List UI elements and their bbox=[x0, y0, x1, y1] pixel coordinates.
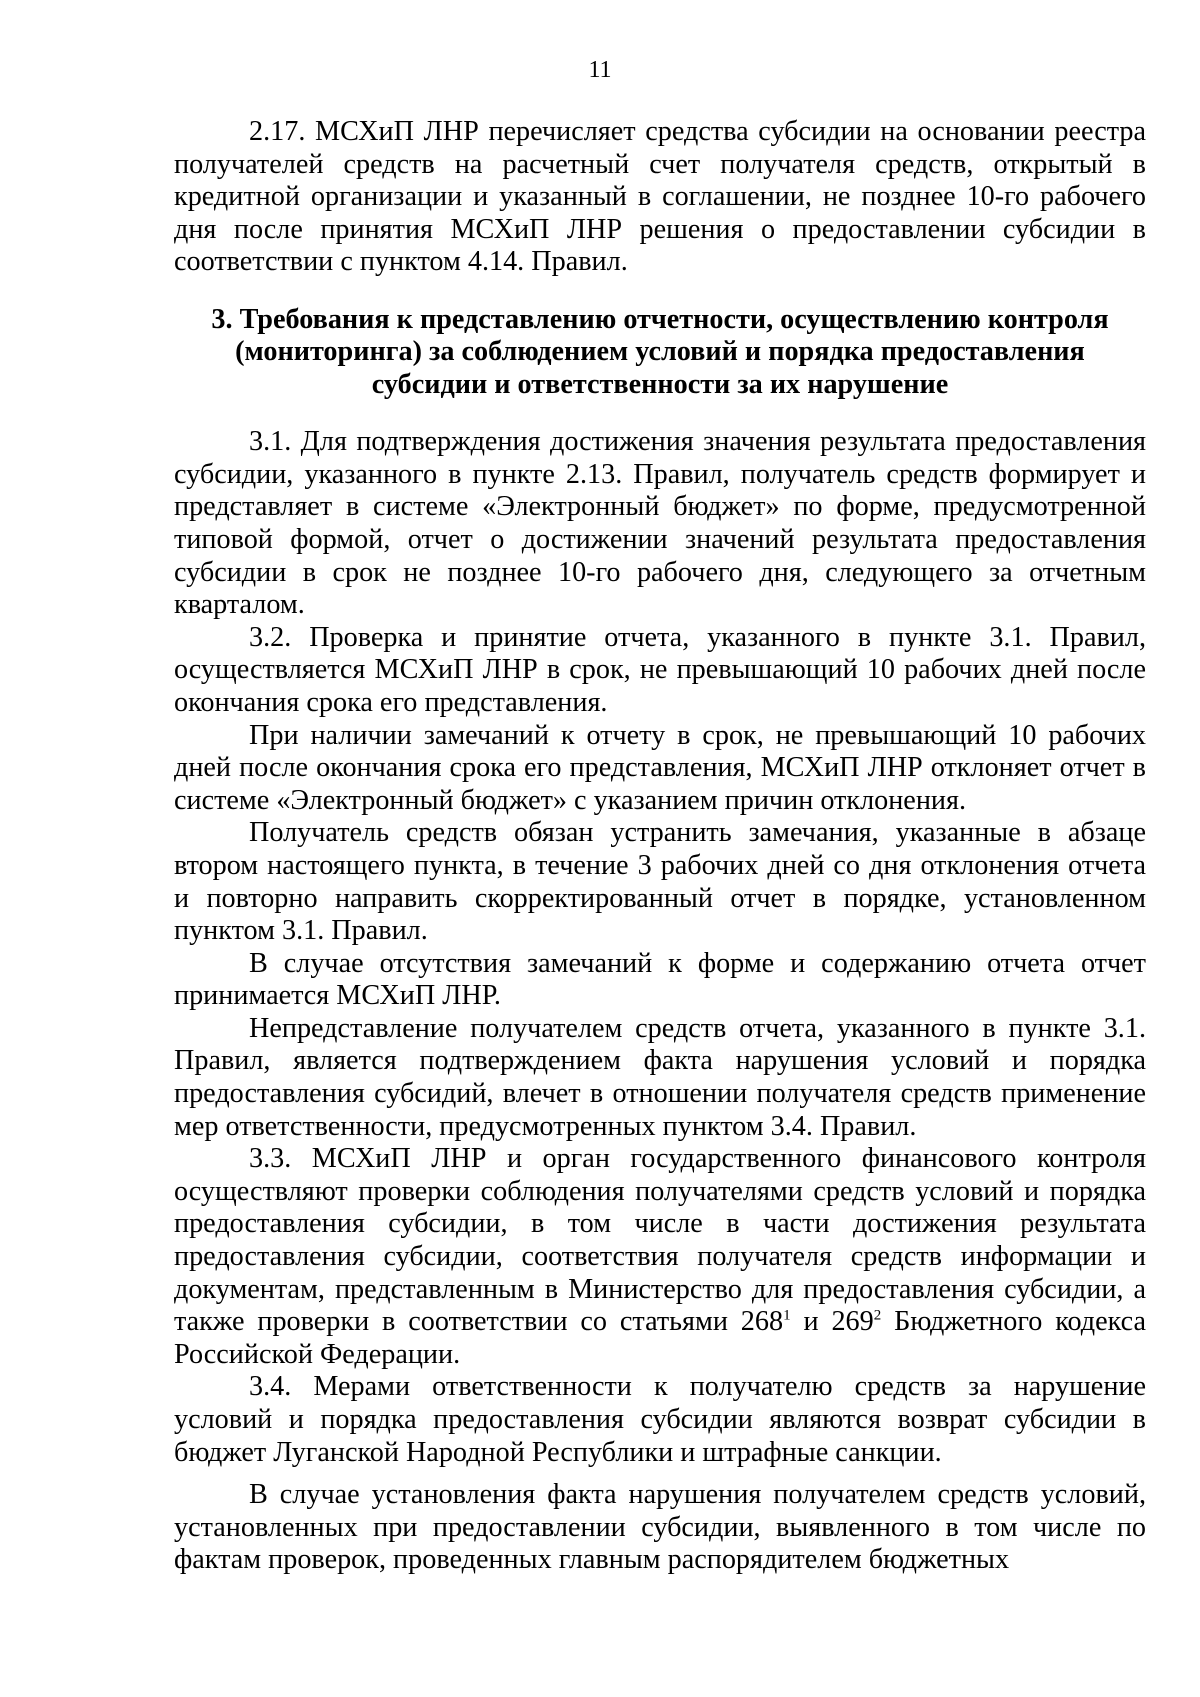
section-3-heading-line-2: (мониторинга) за соблюдением условий и порядка предоставления bbox=[235, 336, 1085, 368]
paragraph-3-2-acceptance: В случае отсутствия замечаний к форме и содержанию отчета отчет принимается МСХиП ЛНР. bbox=[174, 947, 1146, 1012]
paragraph-2-17: 2.17. МСХиП ЛНР перечисляет средства субсидии на основании реестра получателей средств на расчетный счет получателя средств, открытый в кредитной организации и указанный в соглашении, не позднее 10-го рабочего дня после принятия МСХиП ЛНР решения о предоставлении субсидии в соответствии с пунктом 4.14. Правил. bbox=[174, 116, 1146, 278]
paragraph-3-1: 3.1. Для подтверждения достижения значения результата предоставления субсидии, указанного в пункте 2.13. Правил, получатель средств формирует и представляет в системе «Электронный бюджет» по форме, предусмотренной типовой формой, отчет о достижении значений результата предоставления субсидии в срок не позднее 10-го рабочего дня, следующего за отчетным кварталом. bbox=[174, 426, 1146, 621]
section-3-heading-line-1: 3. Требования к представлению отчетности, осуществлению контроля bbox=[211, 303, 1109, 335]
superscript-1: 1 bbox=[783, 1307, 791, 1324]
paragraph-3-3-text-2: и 269 bbox=[790, 1306, 874, 1338]
section-3-heading bbox=[174, 304, 1146, 401]
page-number: 11 bbox=[588, 57, 612, 83]
document-body bbox=[174, 116, 1146, 1577]
superscript-2: 2 bbox=[873, 1307, 882, 1324]
paragraph-3-2-remarks: При наличии замечаний к отчету в срок, не превышающий 10 рабочих дней после окончания срока его представления, МСХиП ЛНР отклоняет отчет в системе «Электронный бюджет» с указанием причин отклонения. bbox=[174, 719, 1146, 816]
paragraph-3-3 bbox=[174, 1143, 1146, 1371]
section-3-heading-line-3: субсидии и ответственности за их нарушение bbox=[371, 368, 949, 400]
paragraph-3-3-text-1: 3.3. МСХиП ЛНР и орган государственного финансового контроля осуществляют проверки соблюдения получателями средств условий и порядка предоставления субсидии, в том числе в части достижения результата предоставления субсидии, соответствия получателя средств информации и документам, представленным в Министерство для предоставления субсидии, а также проверки в соответствии со статьями 268 bbox=[174, 1143, 1146, 1338]
paragraph-3-4: 3.4. Мерами ответственности к получателю средств за нарушение условий и порядка предоставления субсидии являются возврат субсидии в бюджет Луганской Народной Республики и штрафные санкции. bbox=[174, 1371, 1146, 1468]
paragraph-3-4-violation: В случае установления факта нарушения получателем средств условий, установленных при предоставлении субсидии, выявленного в том числе по фактам проверок, проведенных главным распорядителем бюджетных bbox=[174, 1479, 1146, 1576]
paragraph-3-2-corrections: Получатель средств обязан устранить замечания, указанные в абзаце втором настоящего пункта, в течение 3 рабочих дней со дня отклонения отчета и повторно направить скорректированный отчет в порядке, установленном пунктом 3.1. Правил. bbox=[174, 817, 1146, 947]
paragraph-3-3-text-3: Бюджетного кодекса Российской Федерации. bbox=[174, 1306, 1146, 1370]
paragraph-3-2: 3.2. Проверка и принятие отчета, указанного в пункте 3.1. Правил, осуществляется МСХиП ЛНР в срок, не превышающий 10 рабочих дней после окончания срока его представления. bbox=[174, 621, 1146, 718]
paragraph-3-2-non-submission: Непредставление получателем средств отчета, указанного в пункте 3.1. Правил, является подтверждением факта нарушения условий и порядка предоставления субсидий, влечет в отношении получателя средств применение мер ответственности, предусмотренных пунктом 3.4. Правил. bbox=[174, 1012, 1146, 1142]
